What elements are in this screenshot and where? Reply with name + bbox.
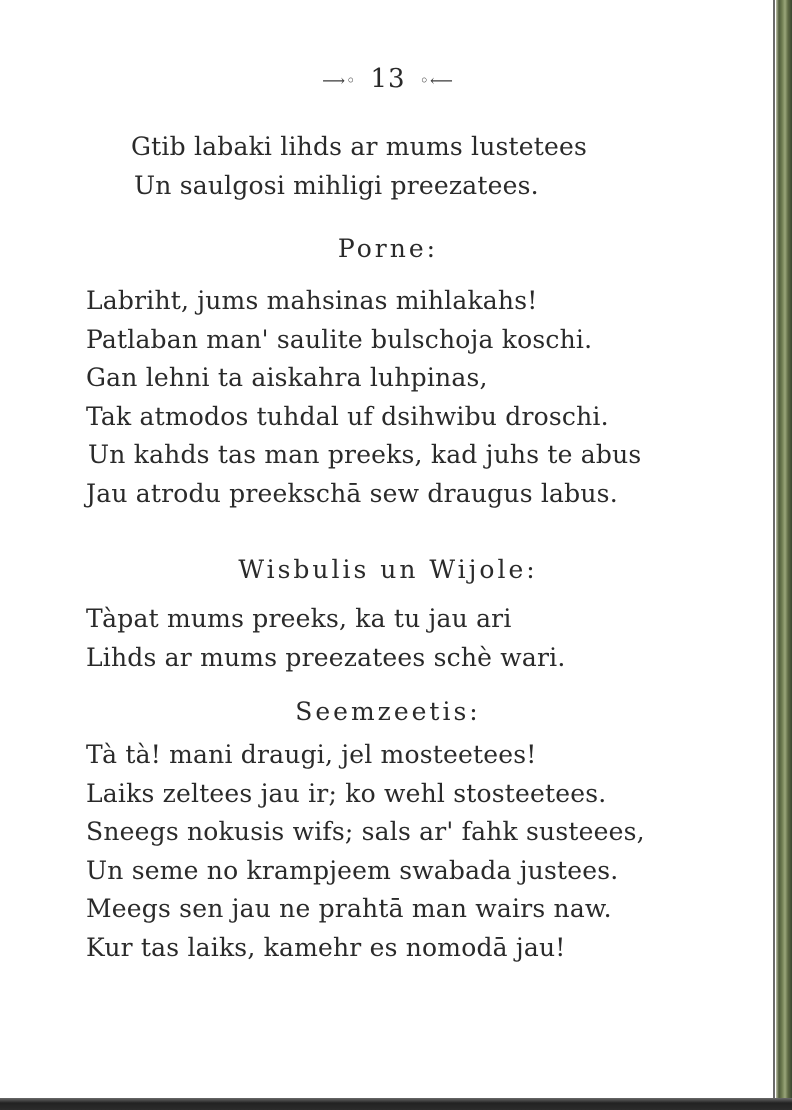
verse-line: Tàpat mums preeks, ka tu jau ari [86, 604, 512, 633]
verse-line: Jau atrodu preekschā sew draugus labus. [86, 478, 618, 508]
stanza-porne [0, 282, 776, 513]
verse-line: Tak atmodos tuhdal uf dsihwibu droschi. [86, 401, 609, 431]
verse-line: Tà tà! mani draugi, jel mosteetees! [86, 740, 537, 769]
verse-line: Un kahds tas man preeks, kad juhs te abus [88, 440, 642, 469]
verse-line: Patlaban man' saulite bulschoja koschi. [86, 324, 593, 354]
left-ornament: ⟶◦ [322, 70, 357, 90]
page-header [0, 64, 776, 94]
speaker-heading: Porne: [337, 234, 439, 263]
verse-line: Laiks zeltees jau ir; ko wehl stosteetees. [86, 778, 607, 808]
verse-line: Sneegs nokusis wifs; sals ar' fahk susteees, [86, 817, 645, 846]
verse-line: Kur tas laiks, kamehr es nomodā jau! [86, 932, 566, 962]
speaker-heading: Wisbulis un Wijole: [238, 555, 538, 584]
speaker-heading: Seemzeetis: [295, 697, 481, 726]
page-bottom-edge [0, 1098, 792, 1110]
stanza-seemzeetis [0, 736, 776, 967]
verse-line: Un seme no krampjeem swabada justees. [86, 855, 619, 885]
verse-line: Meegs sen jau ne prahtā man wairs naw. [86, 894, 612, 923]
verse-line: Un saulgosi mihligi preezatees. [134, 170, 539, 200]
verse-line: Labriht, jums mahsinas mihlakahs! [86, 286, 538, 315]
book-binding-edge [776, 0, 792, 1110]
stanza-wisbulis-wijole [0, 600, 776, 677]
verse-line: Lihds ar mums preezatees schè wari. [86, 642, 566, 672]
right-ornament: ◦⟵ [419, 70, 454, 90]
page-number: 13 [370, 64, 406, 94]
verse-line: Gtib labaki lihds ar mums lustetees [131, 132, 588, 161]
opening-stanza [0, 128, 776, 205]
verse-line: Gan lehni ta aiskahra luhpinas, [86, 363, 488, 392]
